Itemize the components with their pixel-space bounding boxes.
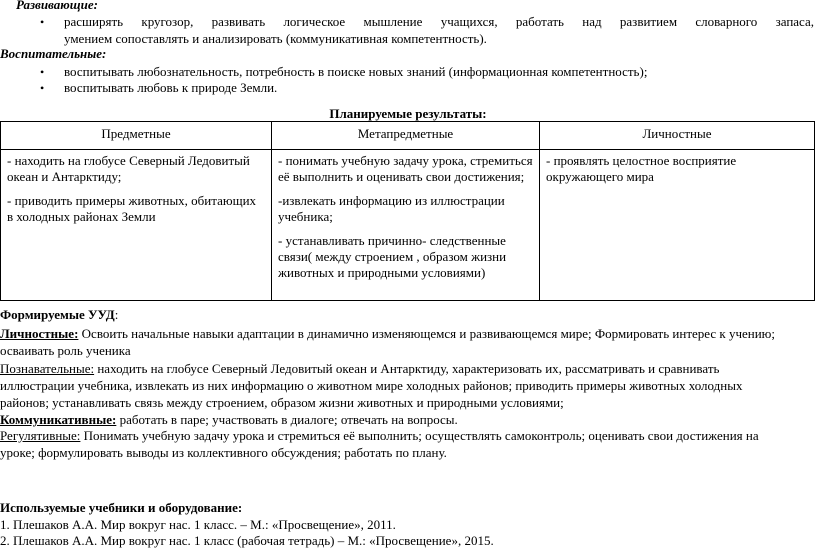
header-subject: Предметные [1,122,272,150]
uud-cognitive-label: Познавательные: [0,361,95,376]
uud-cognitive-line3: районов; устанавливать связь между строением, образом жизни животных и природными условиями; [0,395,564,410]
table-header-row [1,122,815,150]
uud-colon: : [114,307,119,322]
educational-item-2: воспитывать любовь к природе Земли. [64,80,278,95]
results-table [0,121,815,301]
cell-personal [540,150,815,301]
uud-communicative-text: работать в паре; участвовать в диалоге; отвечать на вопросы. [116,412,458,427]
educational-item-1: воспитывать любознательность, потребность в поиске новых знаний (информационная компетентность); [64,64,648,79]
header-meta: Метапредметные [272,122,540,150]
uud-regulatory-line2: уроке; формулировать выводы из коллективного обсуждения; работать по плану. [0,445,447,460]
uud-regulatory-label: Регулятивные: [0,428,81,443]
subject-result: - находить на глобусе Северный Ледовитый океан и Антарктиду; [7,153,250,184]
materials-item-1: 1. Плешаков А.А. Мир вокруг нас. 1 класс. – М.: «Просвещение», 2011. [0,517,396,532]
cell-meta [272,150,540,301]
developing-item-line1: расширять кругозор, развивать логическое мышление учащихся, работать над развитием словарного запаса, [64,14,814,29]
uud-personal-line1 [0,326,775,342]
meta-result: - понимать учебную задачу урока, стремиться её выполнить и оценивать свои достижения; [278,153,533,184]
uud-heading: Формируемые УУД [0,307,115,322]
uud-cognitive-text1: находить на глобусе Северный Ледовитый океан и Антарктиду, характеризовать их, рассматривать и сравнивать [94,361,720,376]
uud-regulatory-text1: Понимать учебную задачу урока и стремиться её выполнить; осуществлять самоконтроль; оценивать свои достижения на [80,428,759,443]
cell-subject [1,150,272,301]
uud-cognitive-line2: иллюстрации учебника, извлекать из них информацию о животном мире холодных районов; приводить примеры животных холодных [0,378,743,393]
uud-communicative-line [0,412,458,428]
subject-result: - приводить примеры животных, обитающих в холодных районах Земли [7,193,257,224]
materials-heading: Используемые учебники и оборудование: [0,500,243,515]
bullet-icon: • [40,81,45,95]
developing-item-line2: умением сопоставлять и анализировать (коммуникативная компетентность). [64,31,487,46]
educational-heading: Воспитательные: [0,46,107,61]
uud-personal-line2: осваивать роль ученика [0,343,131,358]
header-personal: Личностные [540,122,815,150]
uud-personal-label: Личностные: [0,326,79,341]
uud-regulatory-line1 [0,428,759,444]
uud-personal-text1: Освоить начальные навыки адаптации в динамично изменяющемся и развивающемся мире; Формировать интерес к учению; [78,326,775,341]
materials-item-2: 2. Плешаков А.А. Мир вокруг нас. 1 класс (рабочая тетрадь) – М.: «Просвещение», 2015. [0,533,494,548]
meta-result: -извлекать информацию из иллюстрации учебника; [278,193,505,224]
uud-heading-line [0,307,118,323]
bullet-icon: • [40,15,45,29]
developing-heading: Развивающие: [16,0,98,12]
meta-result: - устанавливать причинно- следственные связи( между строением , образом жизни животных и природными условиями) [278,233,507,280]
bullet-icon: • [40,65,45,79]
personal-result: - проявлять целостное восприятие окружающего мира [546,153,737,184]
results-title: Планируемые результаты: [329,106,487,121]
uud-cognitive-line1 [0,361,719,377]
table-row [1,150,815,301]
uud-communicative-label: Коммуникативные: [0,412,117,427]
